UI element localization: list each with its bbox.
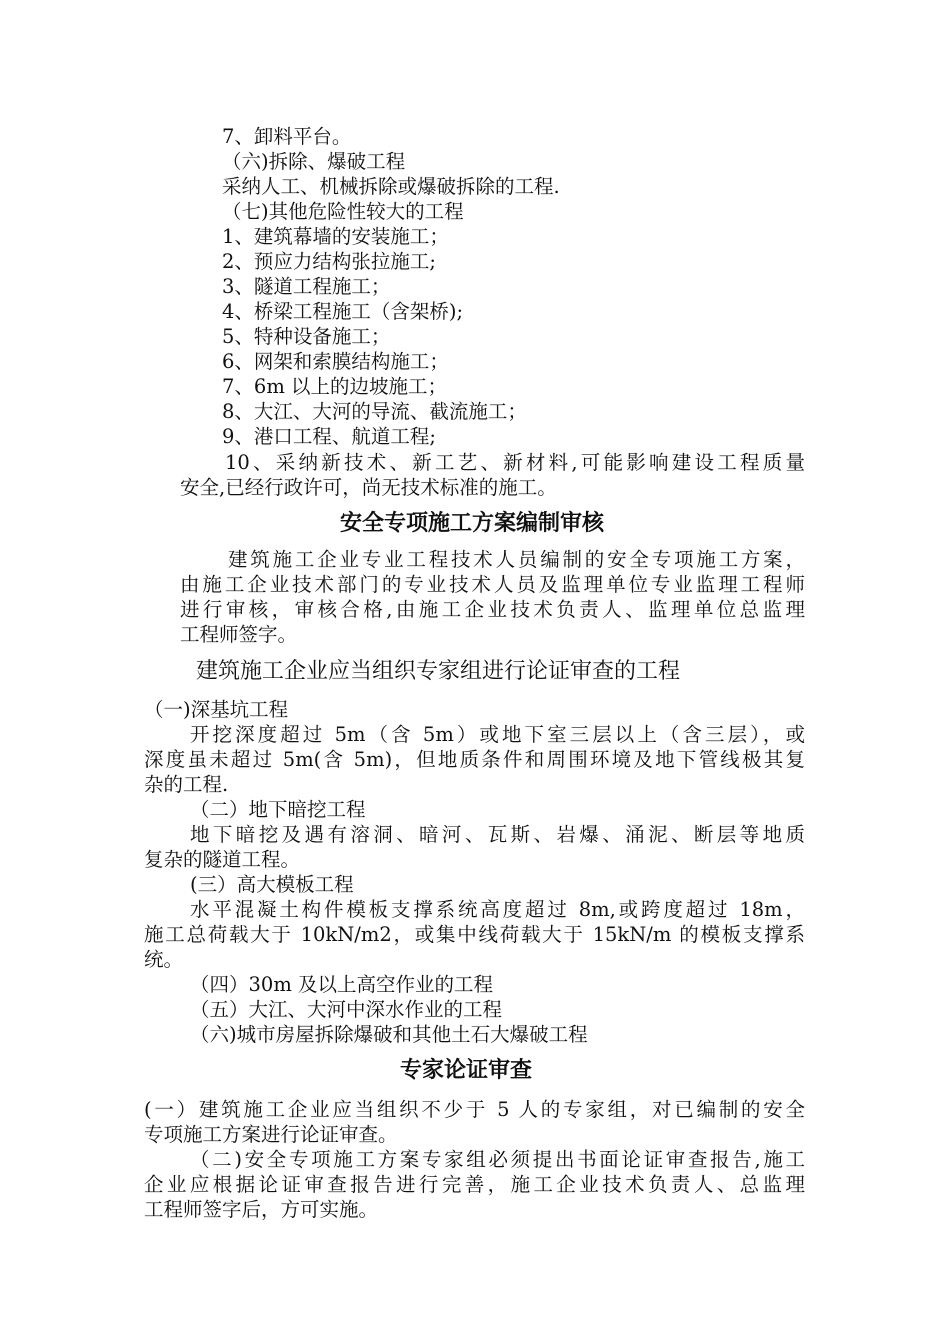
paragraph-line: 工程师签字。 bbox=[180, 623, 298, 646]
paragraph-line: 建筑施工企业专业工程技术人员编制的安全专项施工方案， bbox=[228, 548, 805, 571]
paragraph-line: 工程师签字后，方可实施。 bbox=[144, 1198, 379, 1221]
section-heading: 安全专项施工方案编制审核 bbox=[340, 511, 605, 536]
paragraph-line: （二)安全专项施工方案专家组必须提出书面论证审查报告,施工 bbox=[190, 1148, 805, 1171]
list-item: 8、大江、大河的导流、截流施工； bbox=[222, 400, 527, 423]
subsection-heading: （四）30m 及以上高空作业的工程 bbox=[190, 973, 494, 996]
paragraph-line: 进行审核，审核合格,由施工企业技术负责人、监理单位总监理 bbox=[180, 598, 805, 621]
paragraph-line: 杂的工程. bbox=[144, 773, 229, 796]
paragraph-line: 深度虽未超过 5m(含 5m)，但地质条件和周围环境及地下管线极其复 bbox=[144, 748, 805, 771]
paragraph-line: 水平混凝土构件模板支撑系统高度超过 8m,或跨度超过 18m， bbox=[190, 898, 805, 921]
list-item: 7、卸料平台。 bbox=[222, 125, 352, 148]
list-item: （七)其他危险性较大的工程 bbox=[222, 200, 464, 223]
list-item: 7、6m 以上的边坡施工； bbox=[222, 375, 448, 398]
list-item: 采纳人工、机械拆除或爆破拆除的工程. bbox=[222, 175, 560, 198]
paragraph-line: 复杂的隧道工程。 bbox=[144, 848, 301, 871]
subsection-heading: （五）大江、大河中深水作业的工程 bbox=[190, 998, 503, 1021]
paragraph-line: 安全,已经行政许可，尚无技术标准的施工。 bbox=[180, 476, 557, 499]
list-item: 5、特种设备施工； bbox=[222, 325, 391, 348]
paragraph-line: 开挖深度超过 5m（含 5m）或地下室三层以上（含三层），或 bbox=[190, 723, 805, 746]
list-item: 1、建筑幕墙的安装施工； bbox=[222, 225, 449, 248]
subsection-heading: （二）地下暗挖工程 bbox=[190, 798, 366, 821]
subsection-heading: (三）高大模板工程 bbox=[190, 873, 354, 896]
paragraph-line: 由施工企业技术部门的专业技术人员及监理单位专业监理工程师 bbox=[180, 573, 805, 596]
paragraph-line: (一）建筑施工企业应当组织不少于 5 人的专家组，对已编制的安全 bbox=[144, 1098, 805, 1121]
paragraph-line: 10、采纳新技术、新工艺、新材料,可能影响建设工程质量 bbox=[225, 451, 805, 474]
section-heading: 专家论证审查 bbox=[400, 1058, 533, 1083]
paragraph-line: 地下暗挖及遇有溶洞、暗河、瓦斯、岩爆、涌泥、断层等地质 bbox=[190, 823, 805, 846]
section-heading: 建筑施工企业应当组织专家组进行论证审查的工程 bbox=[196, 659, 681, 684]
list-item: 6、网架和索膜结构施工； bbox=[222, 350, 449, 373]
subsection-heading: （六)城市房屋拆除爆破和其他土石大爆破工程 bbox=[190, 1023, 588, 1046]
subsection-heading: （一)深基坑工程 bbox=[144, 698, 289, 721]
paragraph-line: 专项施工方案进行论证审查。 bbox=[144, 1123, 398, 1146]
paragraph-line: 施工总荷载大于 10kN/m2，或集中线荷载大于 15kN/m 的模板支撑系 bbox=[144, 923, 805, 946]
paragraph-line: 统。 bbox=[144, 948, 184, 971]
list-item: （六)拆除、爆破工程 bbox=[222, 150, 406, 173]
paragraph-line: 企业应根据论证审查报告进行完善，施工企业技术负责人、总监理 bbox=[144, 1173, 805, 1196]
list-item: 3、隧道工程施工； bbox=[222, 275, 391, 298]
list-item: 4、桥梁工程施工（含架桥); bbox=[222, 300, 464, 323]
list-item: 2、预应力结构张拉施工; bbox=[222, 250, 436, 273]
list-item: 9、港口工程、航道工程; bbox=[222, 425, 436, 448]
